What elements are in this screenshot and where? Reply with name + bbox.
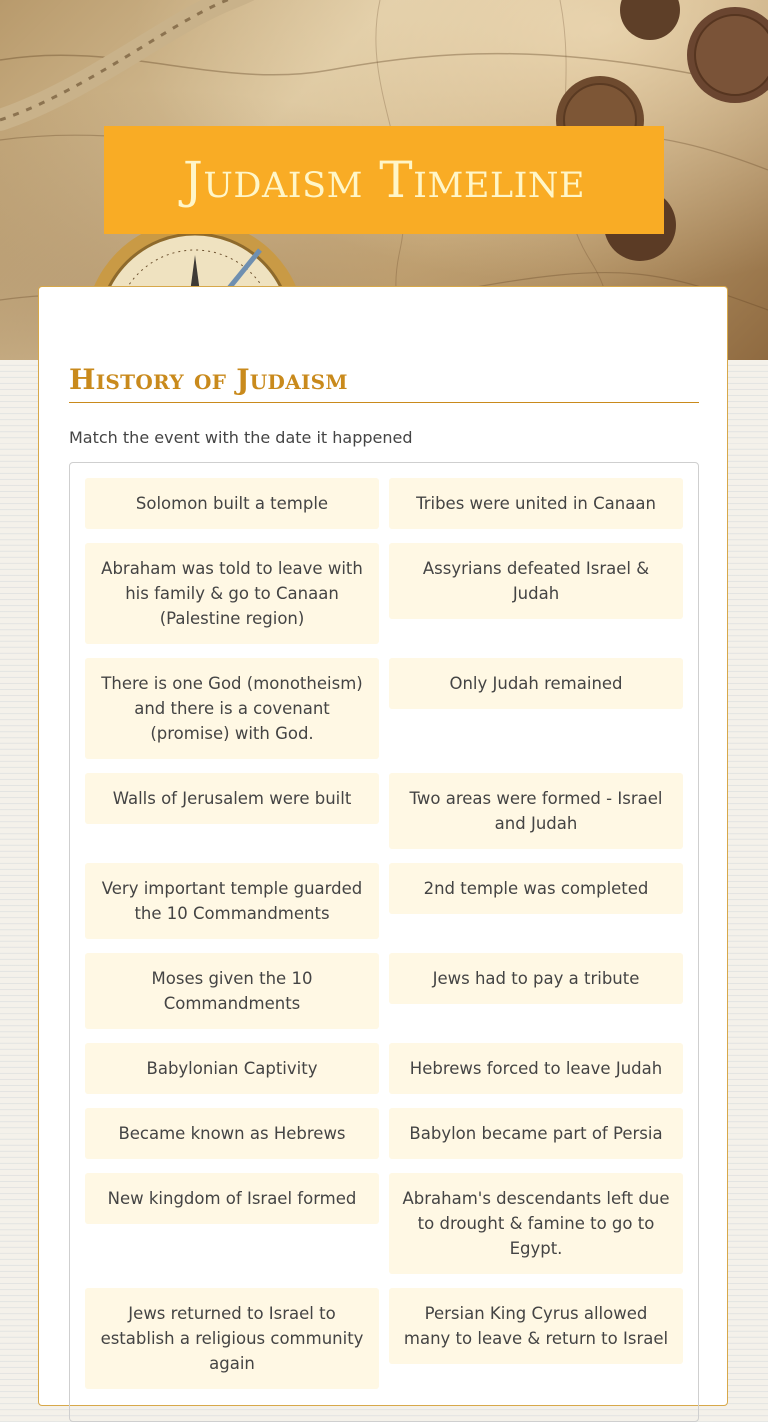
- event-tile[interactable]: Became known as Hebrews: [85, 1108, 379, 1159]
- match-tile[interactable]: 2nd temple was completed: [389, 863, 683, 914]
- event-tile[interactable]: Moses given the 10 Commandments: [85, 953, 379, 1029]
- event-tile[interactable]: Walls of Jerusalem were built: [85, 773, 379, 824]
- match-tile[interactable]: Assyrians defeated Israel & Judah: [389, 543, 683, 619]
- match-tile[interactable]: Abraham's descendants left due to drought & famine to go to Egypt.: [389, 1173, 683, 1274]
- event-tile[interactable]: Abraham was told to leave with his family & go to Canaan (Palestine region): [85, 543, 379, 644]
- match-tile[interactable]: Jews had to pay a tribute: [389, 953, 683, 1004]
- match-tile[interactable]: Two areas were formed - Israel and Judah: [389, 773, 683, 849]
- worksheet-card: [38, 286, 728, 1406]
- event-tile[interactable]: New kingdom of Israel formed: [85, 1173, 379, 1224]
- match-tile[interactable]: Hebrews forced to leave Judah: [389, 1043, 683, 1094]
- event-tile[interactable]: Jews returned to Israel to establish a religious community again: [85, 1288, 379, 1389]
- event-tile[interactable]: Babylonian Captivity: [85, 1043, 379, 1094]
- match-tile[interactable]: Only Judah remained: [389, 658, 683, 709]
- matching-panel: [69, 462, 699, 1422]
- instructions-text: Match the event with the date it happened: [69, 428, 413, 447]
- match-tile[interactable]: Tribes were united in Canaan: [389, 478, 683, 529]
- event-tile[interactable]: Solomon built a temple: [85, 478, 379, 529]
- page-title: Judaism Timeline: [182, 151, 586, 209]
- event-tile[interactable]: Very important temple guarded the 10 Commandments: [85, 863, 379, 939]
- title-banner: [104, 126, 664, 234]
- event-tile[interactable]: There is one God (monotheism) and there is a covenant (promise) with God.: [85, 658, 379, 759]
- section-title: History of Judaism: [69, 363, 699, 403]
- match-tile[interactable]: Persian King Cyrus allowed many to leave & return to Israel: [389, 1288, 683, 1364]
- match-tile[interactable]: Babylon became part of Persia: [389, 1108, 683, 1159]
